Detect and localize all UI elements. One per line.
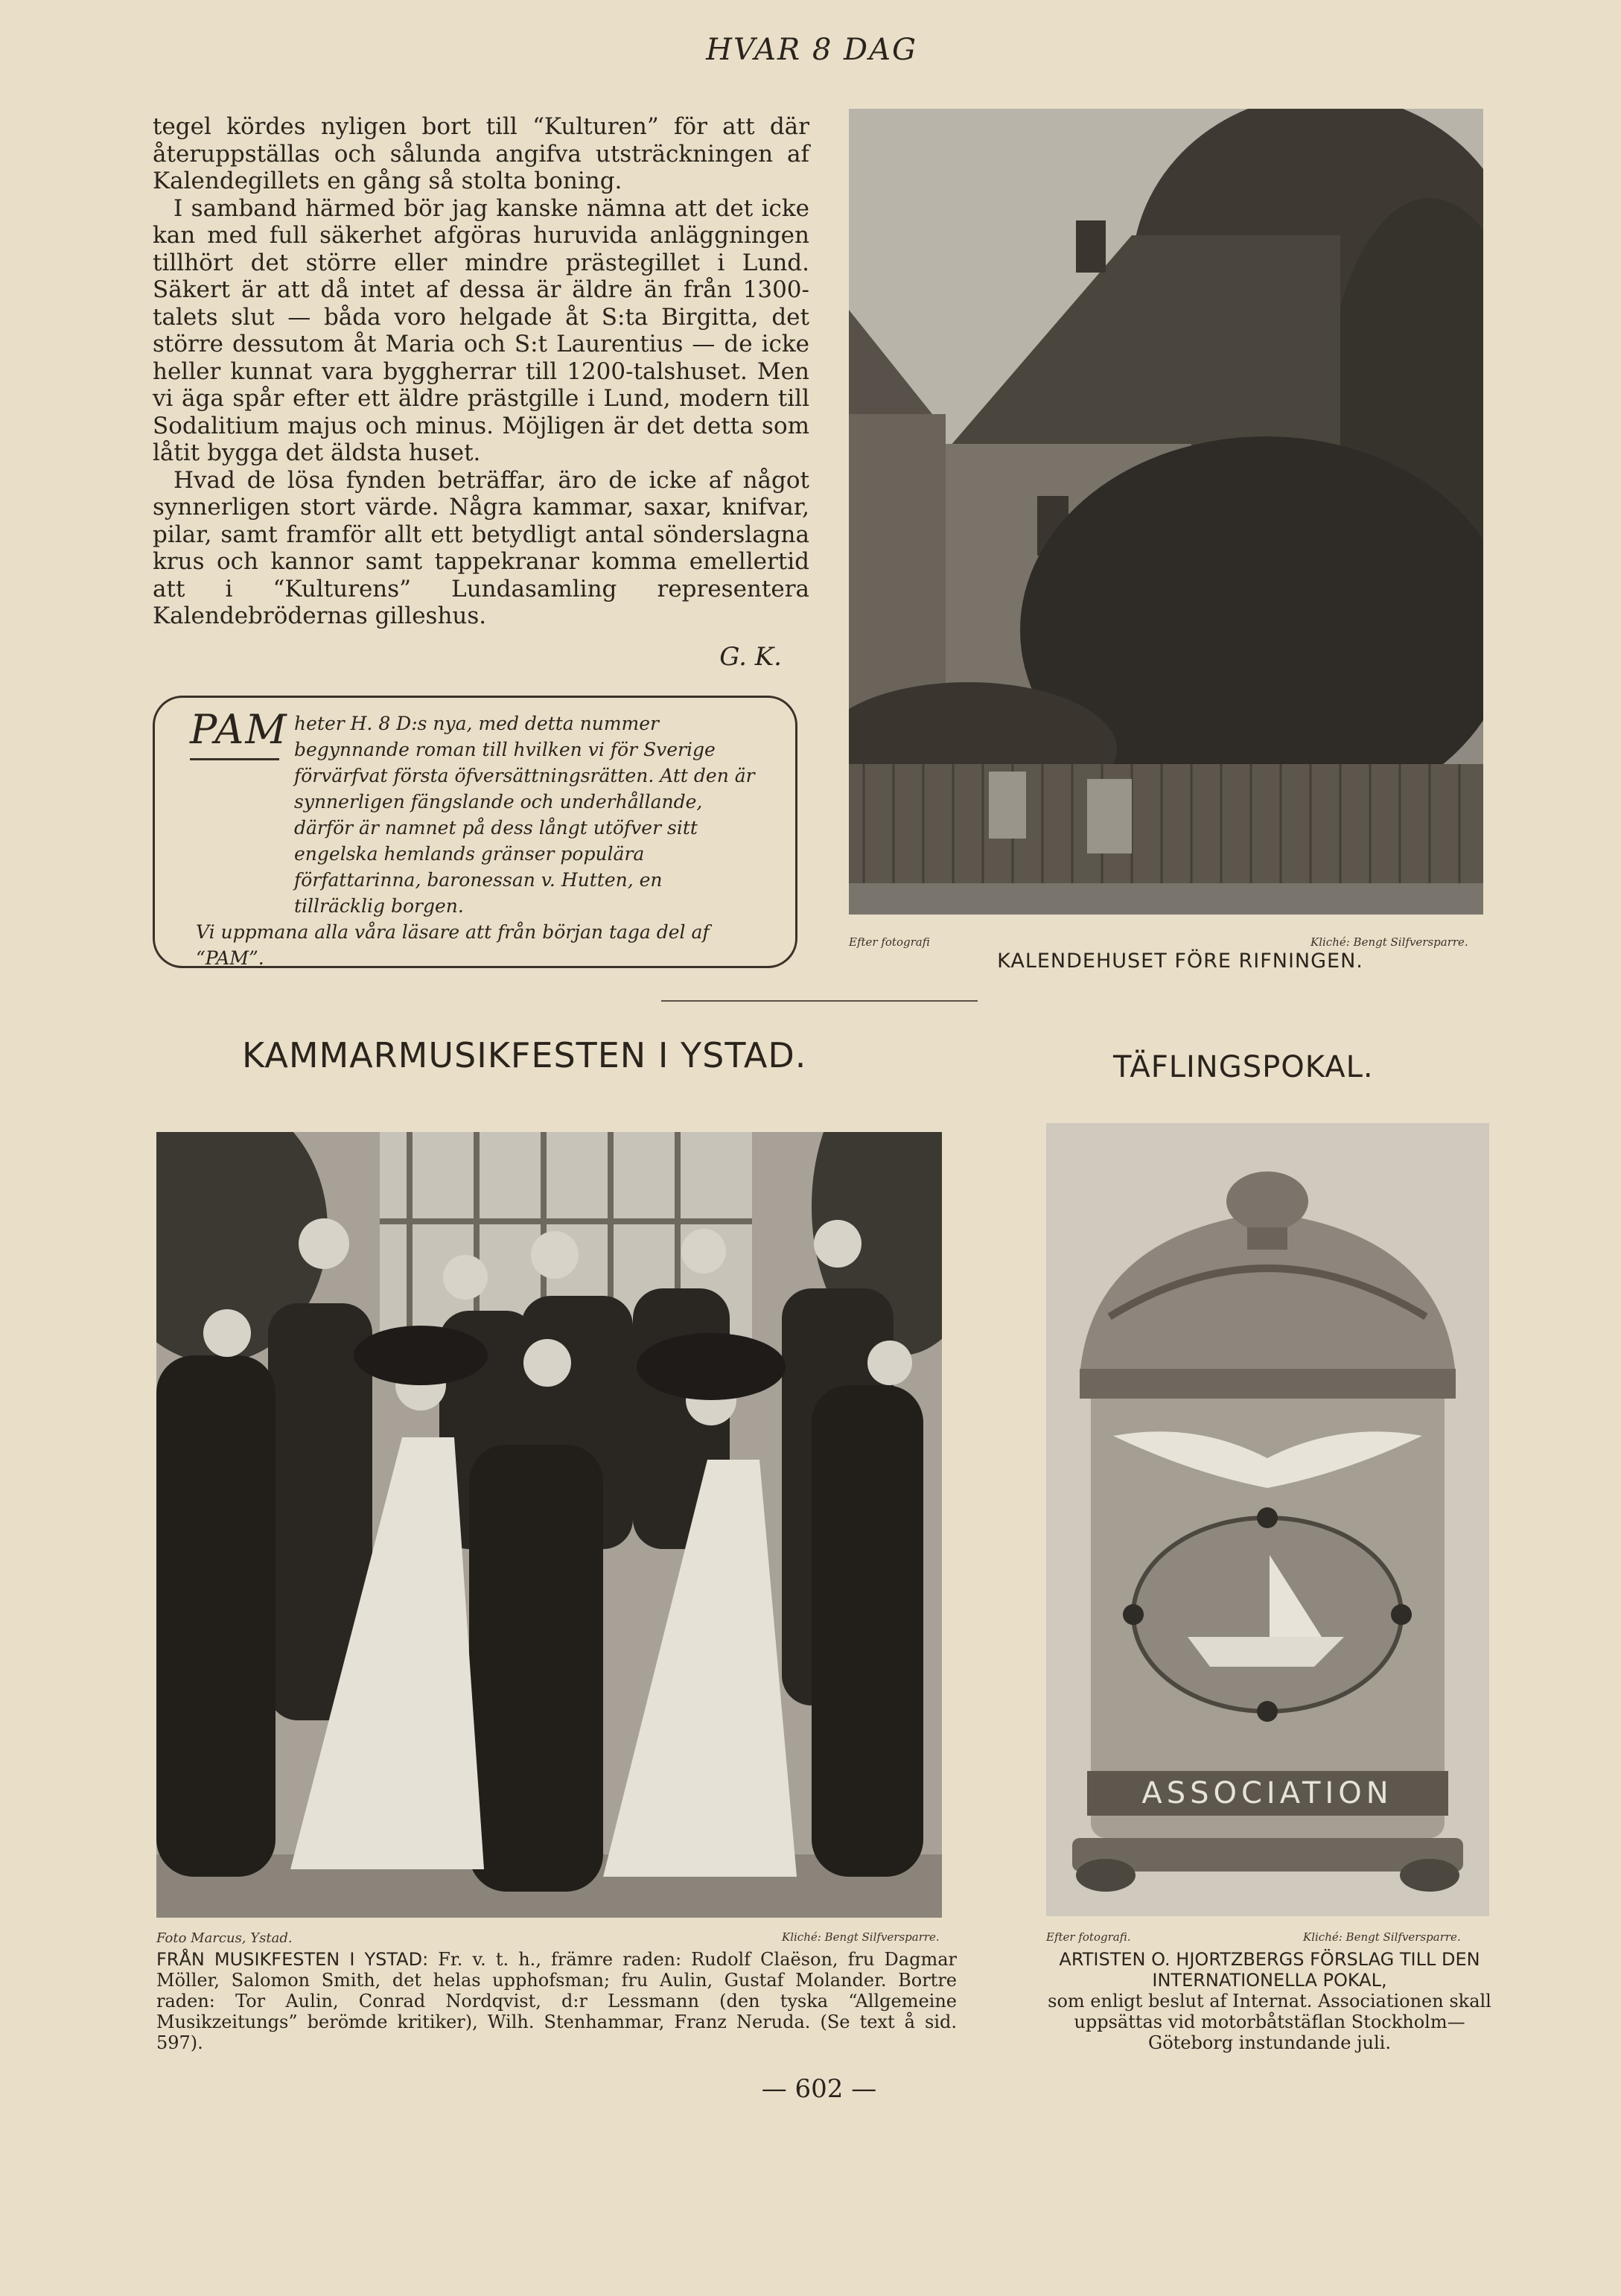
musikfesten-group-illustration xyxy=(156,1132,942,1918)
pokal-caption xyxy=(1046,1949,1493,2053)
pokal-photo xyxy=(1046,1123,1489,1916)
article-paragraph: tegel kördes nyligen bort till “Kulturen” för att där återuppställas och sålunda angifva utsträckningen af Kalendegillets en gång så stolta boning. xyxy=(153,113,809,194)
kalendehuset-photo-credit: Efter fotografi xyxy=(849,935,930,949)
article-signature: G. K. xyxy=(719,642,782,672)
pam-title: PAM xyxy=(190,706,288,753)
running-head: HVAR 8 DAG xyxy=(706,33,917,67)
musikfesten-caption-text: Fr. v. t. h., främre raden: Rudolf Claëson, fru Dagmar Möller, Salomon Smith, det helas upphofsman; fru Aulin, Gustaf Molander. Bortre raden: Tor Aulin, Conrad Nordqvist, d:r Lessmann (den tyska “Allgemeine Musikzeitungs” berömde kritiker), Wilh. Stenhammar, Franz Neruda. (Se text å sid. 597). xyxy=(156,1949,957,2053)
kalendehuset-photo xyxy=(849,109,1483,915)
pokal-caption-text: som enligt beslut af Internat. Associationen skall uppsättas vid motorbåtstäflan Stockholm—Göteborg instundande juli. xyxy=(1048,1991,1491,2053)
pokal-heading: TÄFLINGSPOKAL. xyxy=(1113,1050,1374,1084)
kalendehuset-cliche-credit: Kliché: Bengt Silfversparre. xyxy=(1311,935,1468,949)
article-paragraph: I samband härmed bör jag kanske nämna att det icke kan med full säkerhet afgöras huruvida anläggningen tillhört det större eller mindre prästegillet i Lund. Säkert är att då intet af dessa är äldre än från 1300-talets slut — båda voro helgade åt S:ta Birgitta, det större dessutom åt Maria och S:t Laurentius — de icke heller kunnat vara byggherrar till 1200-talshuset. Men vi äga spår efter ett äldre prästgille i Lund, modern till Sodalitium majus och minus. Möjligen är det detta som låtit bygga det äldsta huset. xyxy=(153,194,809,466)
pam-notice-text xyxy=(175,710,756,971)
pokal-cliche-credit: Kliché: Bengt Silfversparre. xyxy=(1303,1930,1461,1944)
kalendehuset-caption: KALENDEHUSET FÖRE RIFNINGEN. xyxy=(997,950,1363,973)
musikfesten-caption xyxy=(156,1949,957,2053)
trophy-inscription: ASSOCIATION xyxy=(1141,1776,1393,1810)
musik-heading: KAMMARMUSIKFESTEN I YSTAD. xyxy=(242,1035,807,1075)
pokal-illustration xyxy=(1046,1123,1489,1916)
pam-lead: heter H. 8 D:s nya, med detta nummer begynnande roman till hvilken vi för Sverige förvärfvat första öfversättningsrätten. Att den är synnerligen fängslande och underhållande, därför är namnet på dess långt utöfver sitt engelska hemlands gränser populära författarinna, baronessan v. Hutten, en tillräcklig borgen. xyxy=(294,713,755,917)
section-divider xyxy=(661,1000,978,1002)
kalendehuset-illustration xyxy=(849,109,1483,915)
musikfesten-photo-credit: Foto Marcus, Ystad. xyxy=(156,1930,293,1946)
page-number: — 602 — xyxy=(761,2074,877,2104)
article-body xyxy=(153,113,809,630)
pokal-caption-title: ARTISTEN O. HJORTZBERGS FÖRSLAG TILL DEN INTERNATIONELLA POKAL, xyxy=(1059,1949,1480,1991)
pam-appeal: Vi uppmana alla våra läsare att från början taga del af “PAM”. xyxy=(196,921,710,969)
musikfesten-photo xyxy=(156,1132,942,1918)
pokal-photo-credit: Efter fotografi. xyxy=(1046,1930,1131,1944)
musikfesten-caption-title: FRÅN MUSIKFESTEN I YSTAD: xyxy=(156,1949,429,1970)
musikfesten-cliche-credit: Kliché: Bengt Silfversparre. xyxy=(782,1930,940,1944)
article-paragraph: Hvad de lösa fynden beträffar, äro de icke af något synnerligen stort värde. Några kammar, saxar, knifvar, pilar, samt framför allt ett betydligt antal sönderslagna krus och kannor samt tappekranar komma emellertid att i “Kulturens” Lundasamling representera Kalendebrödernas gilleshus. xyxy=(153,466,809,629)
